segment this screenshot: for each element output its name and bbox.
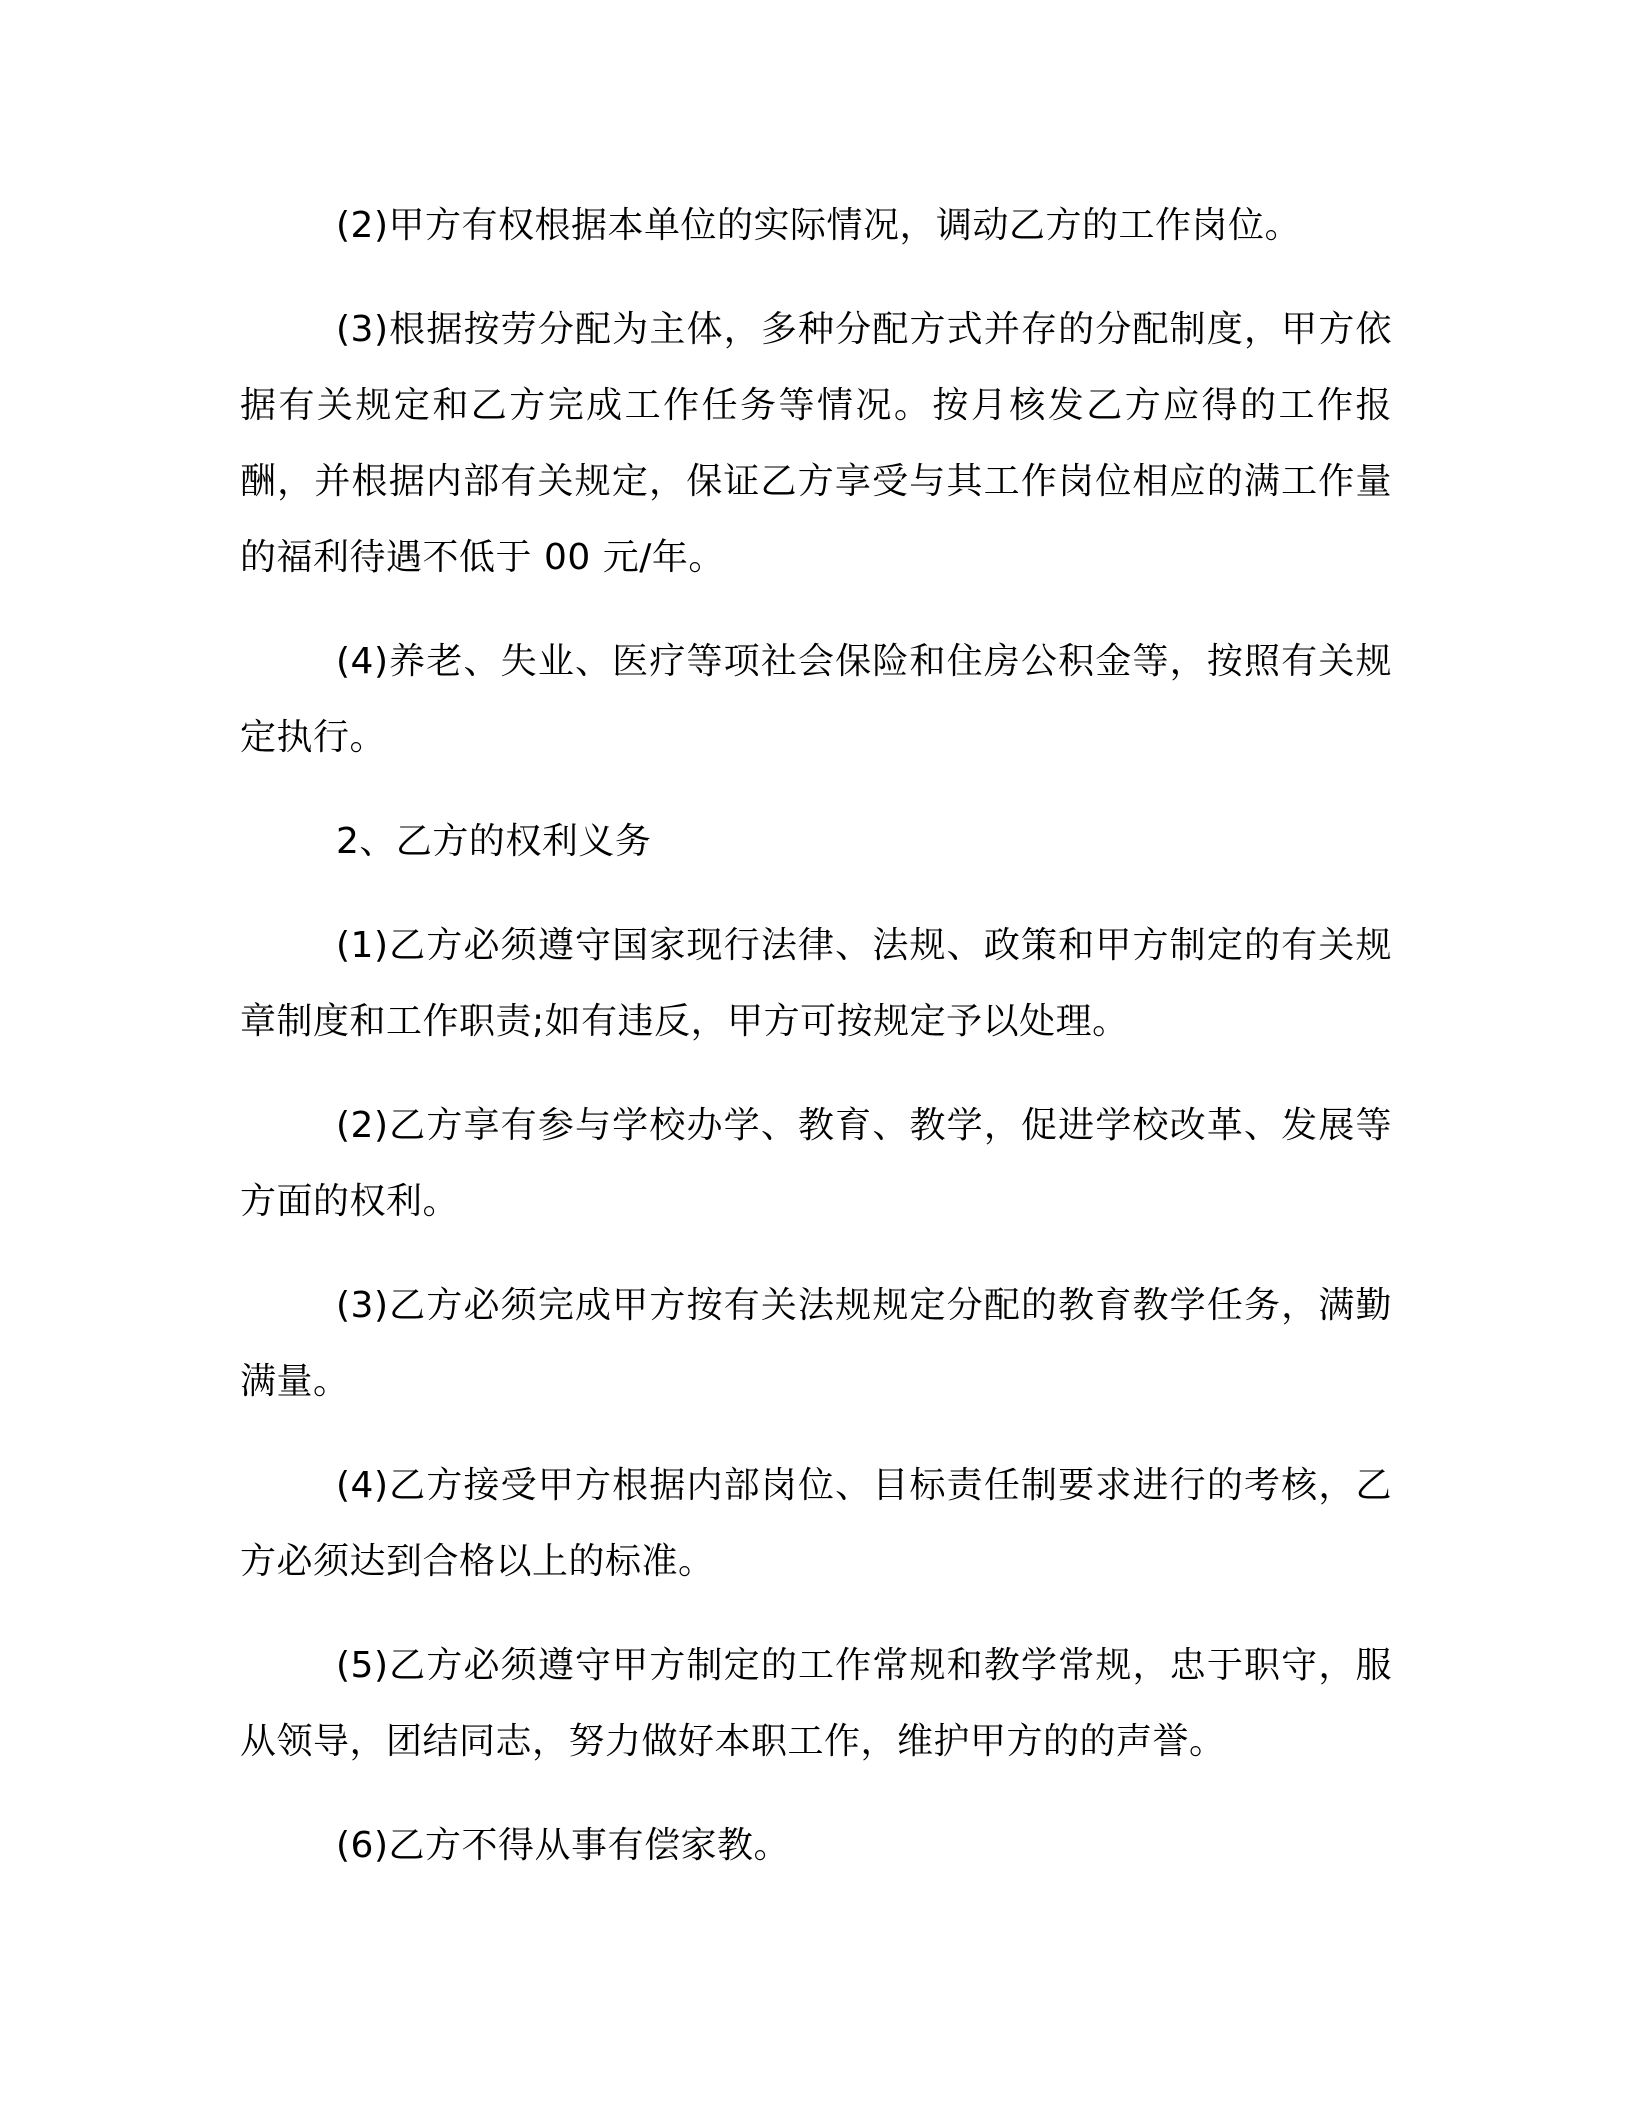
paragraph-party-b-item-1: (1)乙方必须遵守国家现行法律、法规、政策和甲方制定的有关规章制度和工作职责;如有违反，甲方可按规定予以处理。 bbox=[240, 925, 1392, 1042]
paragraph-party-a-item-3: (3)根据按劳分配为主体，多种分配方式并存的分配制度，甲方依据有关规定和乙方完成工作任务等情况。按月核发乙方应得的工作报酬，并根据内部有关规定，保证乙方享受与其工作岗位相应的满工作量的福利待遇不低于 00 元/年。 bbox=[240, 309, 1392, 578]
paragraph-party-b-item-6: (6)乙方不得从事有偿家教。 bbox=[336, 1825, 790, 1866]
paragraph-party-a-item-4: (4)养老、失业、医疗等项社会保险和住房公积金等，按照有关规定执行。 bbox=[240, 641, 1392, 758]
paragraph-party-b-item-5: (5)乙方必须遵守甲方制定的工作常规和教学常规，忠于职守，服从领导，团结同志，努力做好本职工作，维护甲方的的声誉。 bbox=[240, 1645, 1392, 1762]
section-heading-party-b-rights: 2、乙方的权利义务 bbox=[336, 821, 652, 862]
paragraph-party-b-item-2: (2)乙方享有参与学校办学、教育、教学，促进学校改革、发展等方面的权利。 bbox=[240, 1105, 1392, 1222]
paragraph-party-a-item-2: (2)甲方有权根据本单位的实际情况，调动乙方的工作岗位。 bbox=[336, 205, 1301, 246]
paragraph-party-b-item-4: (4)乙方接受甲方根据内部岗位、目标责任制要求进行的考核，乙方必须达到合格以上的标准。 bbox=[240, 1465, 1392, 1582]
document-body bbox=[240, 188, 1392, 1884]
paragraph-party-b-item-3: (3)乙方必须完成甲方按有关法规规定分配的教育教学任务，满勤满量。 bbox=[240, 1285, 1392, 1402]
